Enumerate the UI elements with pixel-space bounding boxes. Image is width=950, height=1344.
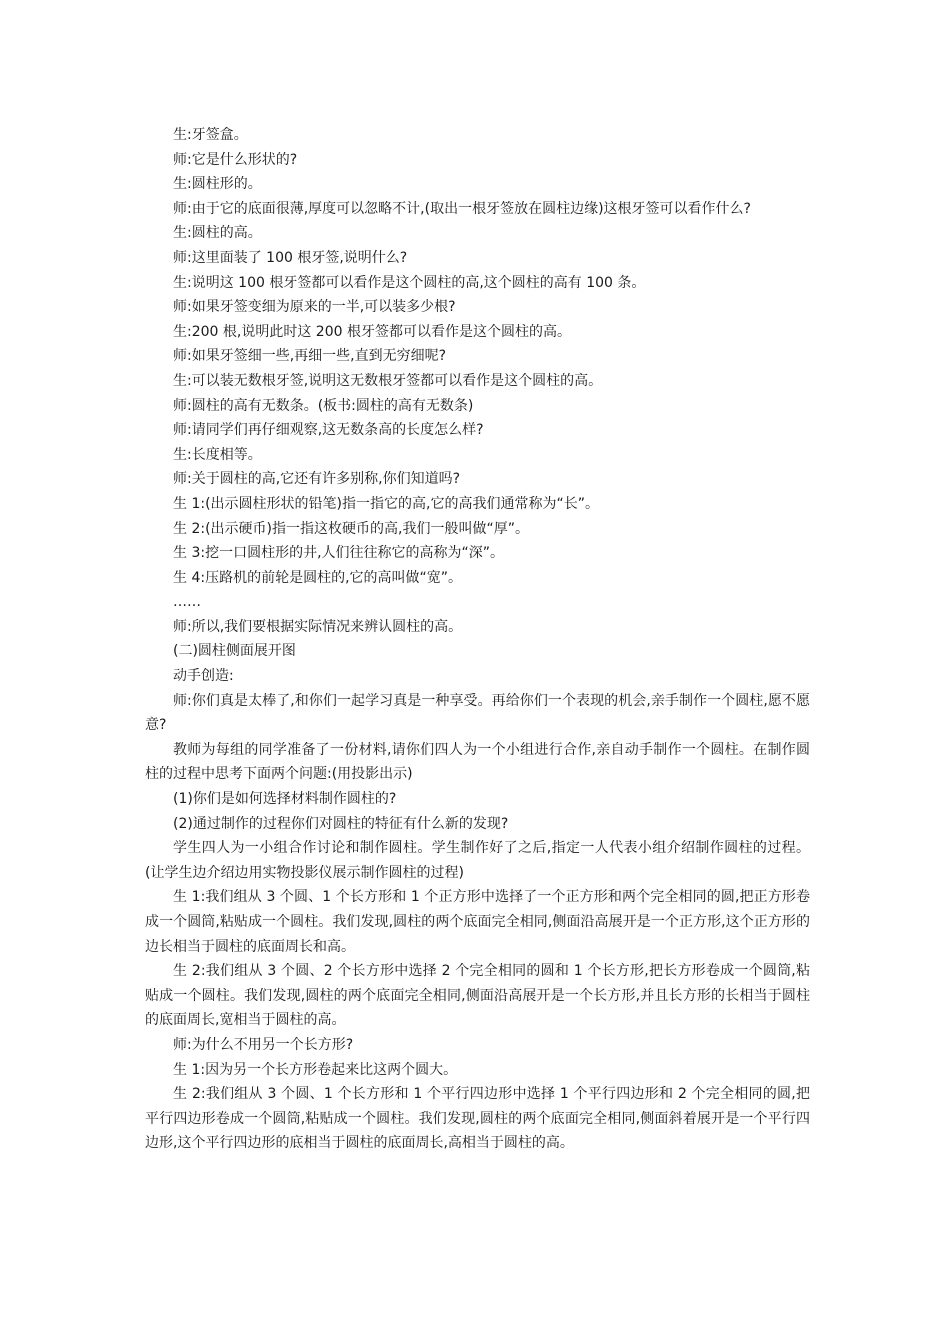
paragraph: 师:为什么不用另一个长方形? — [173, 1036, 354, 1053]
paragraph: 生 1:我们组从 3 个圆、1 个长方形和 1 个正方形中选择了一个正方形和两个完全相同的圆,把正方形卷成一个圆筒,粘贴成一个圆柱。我们发现,圆柱的两个底面完全相同,侧面沿高展开是一个正方形,这个正方形的边长相当于圆柱的底面周长和高。 — [145, 889, 810, 955]
section-heading: (二)圆柱侧面展开图 — [173, 643, 296, 660]
paragraph: 师:关于圆柱的高,它还有许多别称,你们知道吗? — [173, 471, 461, 488]
paragraph: …… — [173, 594, 201, 611]
paragraph: 学生四人为一小组合作讨论和制作圆柱。学生制作好了之后,指定一人代表小组介绍制作圆柱的过程。(让学生边介绍边用实物投影仪展示制作圆柱的过程) — [145, 840, 810, 881]
paragraph: (1)你们是如何选择材料制作圆柱的? — [173, 791, 397, 808]
paragraph: 生 3:挖一口圆柱形的井,人们往往称它的高称为“深”。 — [173, 545, 505, 562]
paragraph: 生:长度相等。 — [173, 446, 262, 463]
paragraph: 生:牙签盒。 — [173, 127, 248, 143]
document-body — [145, 123, 810, 1156]
paragraph: 师:你们真是太棒了,和你们一起学习真是一种享受。再给你们一个表现的机会,亲手制作一个圆柱,愿不愿意? — [145, 692, 810, 734]
paragraph: 生 2:(出示硬币)指一指这枚硬币的高,我们一般叫做“厚”。 — [173, 520, 529, 537]
paragraph: 生:可以装无数根牙签,说明这无数根牙签都可以看作是这个圆柱的高。 — [173, 372, 603, 389]
paragraph: 师:如果牙签变细为原来的一半,可以装多少根? — [173, 299, 456, 316]
paragraph: 生:200 根,说明此时这 200 根牙签都可以看作是这个圆柱的高。 — [173, 323, 571, 340]
paragraph: 师:它是什么形状的? — [173, 151, 298, 168]
paragraph: (2)通过制作的过程你们对圆柱的特征有什么新的发现? — [173, 815, 509, 832]
paragraph: 生:说明这 100 根牙签都可以看作是这个圆柱的高,这个圆柱的高有 100 条。 — [173, 274, 646, 291]
paragraph: 生 2:我们组从 3 个圆、1 个长方形和 1 个平行四边形中选择 1 个平行四边形和 2 个完全相同的圆,把平行四边形卷成一个圆筒,粘贴成一个圆柱。我们发现,圆柱的两个底面完全相同,侧面斜着展开是一个平行四边形,这个平行四边形的底相当于圆柱的底面周长,高相当于圆柱的高。 — [145, 1086, 810, 1152]
paragraph: 动手创造: — [173, 668, 234, 685]
paragraph: 师:由于它的底面很薄,厚度可以忽略不计,(取出一根牙签放在圆柱边缘)这根牙签可以看作什么? — [173, 200, 751, 217]
paragraph: 师:如果牙签细一些,再细一些,直到无穷细呢? — [173, 348, 447, 365]
paragraph: 生 1:(出示圆柱形状的铅笔)指一指它的高,它的高我们通常称为“长”。 — [173, 495, 599, 512]
paragraph: 生:圆柱形的。 — [173, 176, 262, 193]
paragraph: 教师为每组的同学准备了一份材料,请你们四人为一个小组进行合作,亲自动手制作一个圆柱。在制作圆柱的过程中思考下面两个问题:(用投影出示) — [145, 741, 810, 783]
paragraph: 生 1:因为另一个长方形卷起来比这两个圆大。 — [173, 1061, 458, 1078]
paragraph: 生 4:压路机的前轮是圆柱的,它的高叫做“宽”。 — [173, 569, 463, 586]
paragraph: 师:这里面装了 100 根牙签,说明什么? — [173, 249, 408, 266]
paragraph: 师:请同学们再仔细观察,这无数条高的长度怎么样? — [173, 422, 484, 439]
paragraph: 师:所以,我们要根据实际情况来辨认圆柱的高。 — [173, 618, 463, 635]
paragraph: 生 2:我们组从 3 个圆、2 个长方形中选择 2 个完全相同的圆和 1 个长方形,把长方形卷成一个圆筒,粘贴成一个圆柱。我们发现,圆柱的两个底面完全相同,侧面沿高展开是一个长方形,并且长方形的长相当于圆柱的底面周长,宽相当于圆柱的高。 — [145, 963, 810, 1029]
paragraph: 师:圆柱的高有无数条。(板书:圆柱的高有无数条) — [173, 397, 474, 414]
paragraph: 生:圆柱的高。 — [173, 225, 262, 242]
